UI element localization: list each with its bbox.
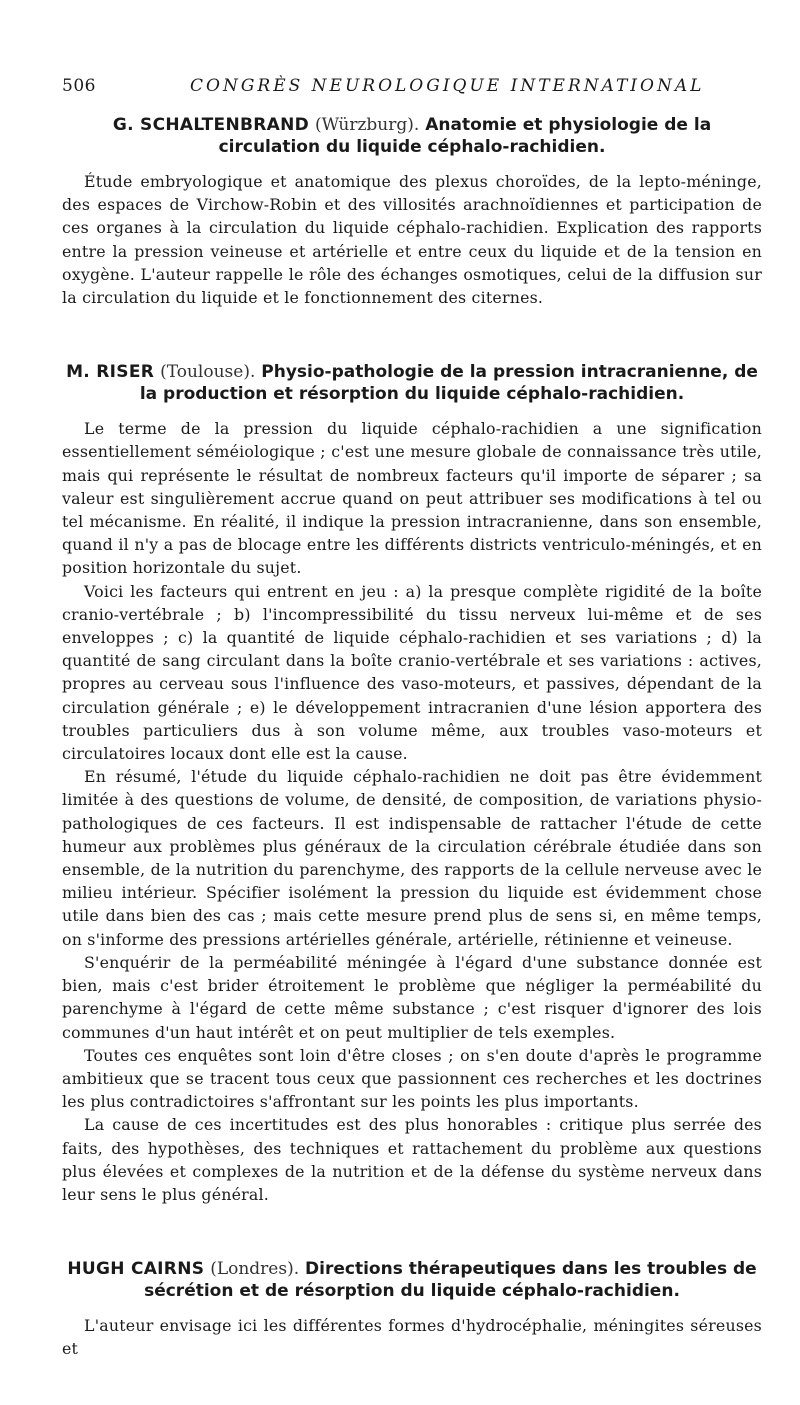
- entry-paragraph: Le terme de la pression du liquide céphalo-rachidien a une signification essentiellement séméiologique ; c'est une mesure globale de connaissance très utile, mais qui représente le résultat de nombreux facteurs qu'il importe de séparer ; sa valeur est singulièrement accrue quand on peut attribuer ses modifications à tel ou tel mécanisme. En réalité, il indique la pression intracranienne, dans son ensemble, quand il n'y a pas de blocage entre les différents districts ventriculo-méningés, et en position horizontale du sujet.: [62, 419, 762, 578]
- entry-author: G. SCHALTENBRAND: [112, 115, 310, 135]
- entry-title: Physio-pathologie de la pression intracranienne, de la production et résorption du liquide céphalo-rachidien.: [139, 362, 758, 405]
- page-number: 506: [62, 76, 96, 96]
- abstract-entry: [62, 361, 762, 1206]
- entry-place: (Würzburg).: [314, 115, 420, 135]
- entry-paragraph: Étude embryologique et anatomique des plexus choroïdes, de la lepto-méninge, des espaces de Virchow-Robin et des villosités arachnoïdiennes et participation de ces organes à la circulation du liquide céphalo-rachidien. Explication des rapports entre la pression veineuse et artérielle et entre ceux du liquide et de la tension en oxygène. L'auteur rappelle le rôle des échanges osmotiques, celui de la diffusion sur la circulation du liquide et le fonctionnement des citernes.: [62, 172, 762, 308]
- entry-paragraph: En résumé, l'étude du liquide céphalo-rachidien ne doit pas être évidemment limitée à des questions de volume, de densité, de composition, de variations physio-pathologiques de ces facteurs. Il est indispensable de rattacher l'étude de cette humeur aux problèmes plus généraux de la circulation cérébrale étudiée dans son ensemble, de la nutrition du parenchyme, des rapports de la cellule nerveuse avec le milieu intérieur. Spécifier isolément la pression du liquide est évidemment chose utile dans bien des cas ; mais cette mesure prend plus de sens si, en même temps, on s'informe des pressions artérielles générale, artérielle, rétinienne et veineuse.: [62, 767, 762, 949]
- entry-paragraph: Toutes ces enquêtes sont loin d'être closes ; on s'en doute d'après le programme ambitieux que se tracent tous ceux que passionnent ces recherches et les doctrines les plus contradictoires s'affrontant sur les points les plus importants.: [62, 1045, 762, 1112]
- entry-place: (Toulouse).: [160, 362, 256, 383]
- entry-heading: [62, 114, 762, 158]
- entry-title: Anatomie et physiologie de la circulation du liquide céphalo-rachidien.: [218, 115, 712, 157]
- entry-paragraph: S'enquérir de la perméabilité méningée à l'égard d'une substance donnée est bien, mais c'est brider étroitement le problème que négliger la perméabilité du parenchyme à l'égard de cette même substance ; c'est risquer d'ignorer des lois communes d'un haut intérêt et on peut multiplier de tels exemples.: [62, 952, 762, 1042]
- entry-heading: [62, 361, 762, 405]
- entry-heading: [62, 1258, 762, 1302]
- abstract-entry: [62, 114, 762, 309]
- entry-paragraph: Voici les facteurs qui entrent en jeu : a) la presque complète rigidité de la boîte cranio-vertébrale ; b) l'incompressibilité du tissu nerveux lui-même et de ses enveloppes ; c) la quantité de liquide céphalo-rachidien et ses variations ; d) la quantité de sang circulant dans la boîte cranio-vertébrale et ses variations : actives, propres au cerveau sous l'influence des vaso-moteurs, et passives, dépendant de la circulation générale ; e) le développement intracranien d'une lésion apportera des troubles particuliers dus à son volume même, aux troubles vaso-moteurs et circulatoires locaux dont elle est la cause.: [62, 581, 762, 764]
- entry-title: Directions thérapeutiques dans les troubles de sécrétion et de résorption du liquide céphalo-rachidien.: [144, 1259, 757, 1302]
- entry-paragraph: L'auteur envisage ici les différentes formes d'hydrocéphalie, méningites séreuses et: [62, 1316, 762, 1359]
- entry-place: (Londres).: [210, 1259, 300, 1280]
- abstract-entry: [62, 1258, 762, 1360]
- running-head: [62, 58, 762, 96]
- entry-paragraph: La cause de ces incertitudes est des plus honorables : critique plus serrée des faits, des hypothèses, des techniques et rattachement du problème aux questions plus élevées et complexes de la nutrition et de la défense du système nerveux dans leur sens le plus général.: [62, 1115, 762, 1204]
- entry-author: HUGH CAIRNS: [67, 1259, 205, 1280]
- entry-author: M. RISER: [66, 362, 155, 383]
- journal-title: CONGRÈS NEUROLOGIQUE INTERNATIONAL: [190, 76, 705, 96]
